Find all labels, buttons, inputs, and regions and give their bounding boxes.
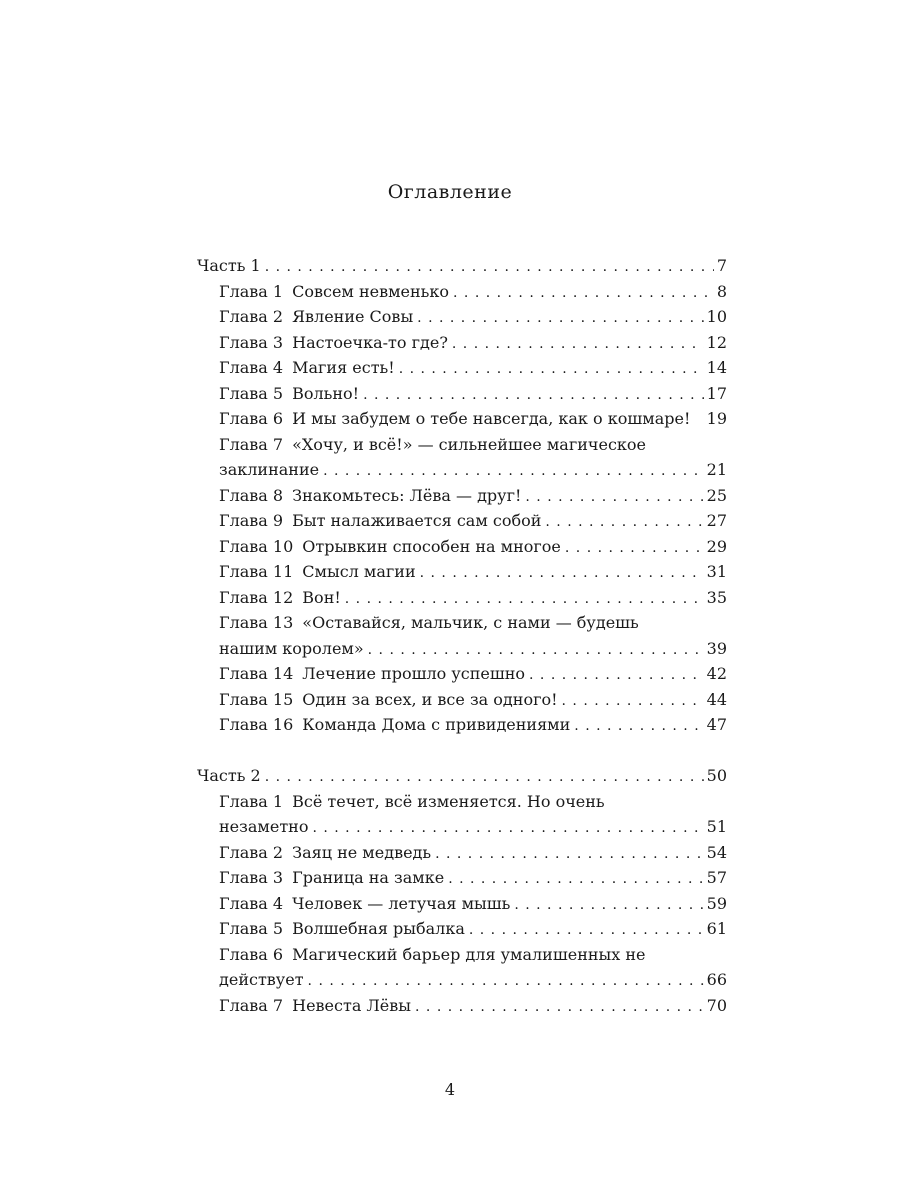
page-ref: 14 xyxy=(706,358,727,377)
page-ref: 70 xyxy=(706,995,727,1015)
chapter-title: Граница на замке xyxy=(292,868,445,887)
chapter-number: Глава 5 xyxy=(219,919,284,938)
toc-chapter-continuation[interactable] xyxy=(197,460,727,486)
chapter-number: Глава 10 xyxy=(219,536,294,556)
chapter-number: Глава 4 xyxy=(219,358,284,377)
toc-chapter-entry[interactable] xyxy=(197,435,727,461)
page-title: Оглавление xyxy=(387,181,513,203)
dot-leader xyxy=(265,769,704,785)
toc-chapter-entry[interactable] xyxy=(197,664,727,690)
chapter-number: Глава 1 xyxy=(219,791,284,811)
dot-leader xyxy=(308,973,704,989)
page-ref: 21 xyxy=(706,460,727,479)
page-ref: 7 xyxy=(716,256,727,275)
chapter-number: Глава 11 xyxy=(219,562,294,581)
chapter-title-continuation: незаметно xyxy=(219,817,309,836)
dot-leader xyxy=(415,999,704,1015)
dot-leader xyxy=(265,259,714,275)
chapter-title-continuation: действует xyxy=(219,970,304,989)
chapter-title: Магический барьер для умалишенных не xyxy=(292,944,646,964)
toc-part-entry[interactable] xyxy=(197,766,727,792)
chapter-title: Заяц не медведь xyxy=(292,842,432,862)
toc-chapter-entry[interactable] xyxy=(197,996,727,1022)
dot-leader xyxy=(417,310,703,326)
toc-chapter-entry[interactable] xyxy=(197,792,727,818)
page-ref: 42 xyxy=(706,664,727,683)
chapter-number: Глава 3 xyxy=(219,332,284,352)
chapter-number: Глава 7 xyxy=(219,434,284,454)
page-ref: 50 xyxy=(706,766,727,785)
toc-chapter-entry[interactable] xyxy=(197,613,727,639)
toc-chapter-entry[interactable] xyxy=(197,282,727,308)
dot-leader xyxy=(323,463,704,479)
page-ref: 25 xyxy=(706,485,727,505)
page-ref: 27 xyxy=(706,511,727,530)
dot-leader xyxy=(525,489,703,505)
dot-leader xyxy=(363,387,704,403)
dot-leader xyxy=(574,718,703,734)
page-ref: 29 xyxy=(706,536,727,556)
toc-chapter-continuation[interactable] xyxy=(197,970,727,996)
chapter-number: Глава 6 xyxy=(219,409,284,428)
chapter-number: Глава 6 xyxy=(219,944,284,964)
dot-leader xyxy=(514,897,703,913)
chapter-title: Отрывкин способен на многое xyxy=(302,536,561,556)
page-ref: 47 xyxy=(706,715,727,734)
dot-leader xyxy=(453,285,714,301)
chapter-title: Лечение прошло успешно xyxy=(302,664,526,683)
chapter-number: Глава 2 xyxy=(219,842,284,862)
chapter-title: Вон! xyxy=(302,587,341,607)
chapter-number: Глава 4 xyxy=(219,893,284,913)
chapter-title: Человек — летучая мышь xyxy=(292,893,511,913)
toc-part xyxy=(197,766,727,1021)
toc-chapter-continuation[interactable] xyxy=(197,639,727,665)
dot-leader xyxy=(399,361,704,377)
chapter-number: Глава 15 xyxy=(219,689,294,709)
chapter-number: Глава 12 xyxy=(219,587,294,607)
chapter-title: Знакомьтесь: Лёва — друг! xyxy=(292,485,522,505)
toc-chapter-entry[interactable] xyxy=(197,868,727,894)
chapter-title: Совсем невменько xyxy=(292,281,450,301)
toc-chapter-entry[interactable] xyxy=(197,690,727,716)
dot-leader xyxy=(562,693,704,709)
chapter-number: Глава 8 xyxy=(219,485,284,505)
part-label: Часть 1 xyxy=(197,256,261,275)
page-ref: 39 xyxy=(706,638,727,658)
chapter-title: Всё течет, всё изменяется. Но очень xyxy=(292,791,605,811)
chapter-title: Волшебная рыбалка xyxy=(292,919,465,938)
chapter-title: «Хочу, и всё!» — сильнейшее магическое xyxy=(292,434,646,454)
page-ref: 8 xyxy=(716,281,727,301)
chapter-title: Магия есть! xyxy=(292,358,395,377)
chapter-title: Быт налаживается сам собой xyxy=(292,511,542,530)
page-ref: 19 xyxy=(706,409,727,428)
chapter-title: Один за всех, и все за одного! xyxy=(302,689,558,709)
page-ref: 12 xyxy=(706,332,727,352)
page-ref: 59 xyxy=(706,893,727,913)
chapter-title-continuation: заклинание xyxy=(219,460,320,479)
toc-chapter-entry[interactable] xyxy=(197,537,727,563)
page-ref: 61 xyxy=(706,919,727,938)
dot-leader xyxy=(469,922,704,938)
chapter-number: Глава 5 xyxy=(219,383,284,403)
chapter-title: Явление Совы xyxy=(292,307,414,326)
toc-chapter-entry[interactable] xyxy=(197,358,727,384)
dot-leader xyxy=(368,642,704,658)
page-ref: 35 xyxy=(706,587,727,607)
chapter-number: Глава 7 xyxy=(219,995,284,1015)
dot-leader xyxy=(452,336,704,352)
chapter-number: Глава 9 xyxy=(219,511,284,530)
page-ref: 66 xyxy=(706,970,727,989)
dot-leader xyxy=(420,565,704,581)
page-ref: 57 xyxy=(706,868,727,887)
table-of-contents xyxy=(197,256,727,1047)
chapter-title: Команда Дома с привидениями xyxy=(302,715,571,734)
page-number: 4 xyxy=(444,1080,456,1099)
chapter-title: Вольно! xyxy=(292,383,360,403)
toc-chapter-entry[interactable] xyxy=(197,588,727,614)
dot-leader xyxy=(529,667,704,683)
chapter-number: Глава 2 xyxy=(219,307,284,326)
chapter-number: Глава 14 xyxy=(219,664,294,683)
dot-leader xyxy=(545,514,703,530)
chapter-title: И мы забудем о тебе навсегда, как о кошмаре! xyxy=(292,409,691,428)
dot-leader xyxy=(345,591,704,607)
page-ref: 17 xyxy=(706,383,727,403)
toc-part xyxy=(197,256,727,741)
page-ref: 54 xyxy=(706,842,727,862)
chapter-title: Смысл магии xyxy=(302,562,416,581)
chapter-title: Настоечка-то где? xyxy=(292,332,448,352)
toc-chapter-entry[interactable] xyxy=(197,919,727,945)
part-label: Часть 2 xyxy=(197,766,261,785)
toc-chapter-entry[interactable] xyxy=(197,307,727,333)
toc-chapter-entry[interactable] xyxy=(197,333,727,359)
page-ref: 44 xyxy=(706,689,727,709)
dot-leader xyxy=(312,820,703,836)
toc-part-entry[interactable] xyxy=(197,256,727,282)
chapter-number: Глава 16 xyxy=(219,715,294,734)
page-ref: 51 xyxy=(706,817,727,836)
chapter-title: «Оставайся, мальчик, с нами — будешь xyxy=(302,613,639,632)
toc-chapter-entry[interactable] xyxy=(197,562,727,588)
chapter-number: Глава 1 xyxy=(219,281,284,301)
toc-chapter-continuation[interactable] xyxy=(197,817,727,843)
dot-leader xyxy=(448,871,703,887)
toc-chapter-entry[interactable] xyxy=(197,715,727,741)
page-ref: 10 xyxy=(706,307,727,326)
page-ref: 31 xyxy=(706,562,727,581)
toc-chapter-entry[interactable] xyxy=(197,945,727,971)
chapter-number: Глава 3 xyxy=(219,868,284,887)
toc-chapter-entry[interactable] xyxy=(197,894,727,920)
toc-chapter-entry[interactable] xyxy=(197,409,727,435)
toc-chapter-entry[interactable] xyxy=(197,384,727,410)
toc-chapter-entry[interactable] xyxy=(197,511,727,537)
toc-chapter-entry[interactable] xyxy=(197,843,727,869)
dot-leader xyxy=(565,540,704,556)
chapter-title: Невеста Лёвы xyxy=(292,995,412,1015)
chapter-title-continuation: нашим королем» xyxy=(219,638,364,658)
toc-chapter-entry[interactable] xyxy=(197,486,727,512)
chapter-number: Глава 13 xyxy=(219,613,294,632)
dot-leader xyxy=(435,846,704,862)
